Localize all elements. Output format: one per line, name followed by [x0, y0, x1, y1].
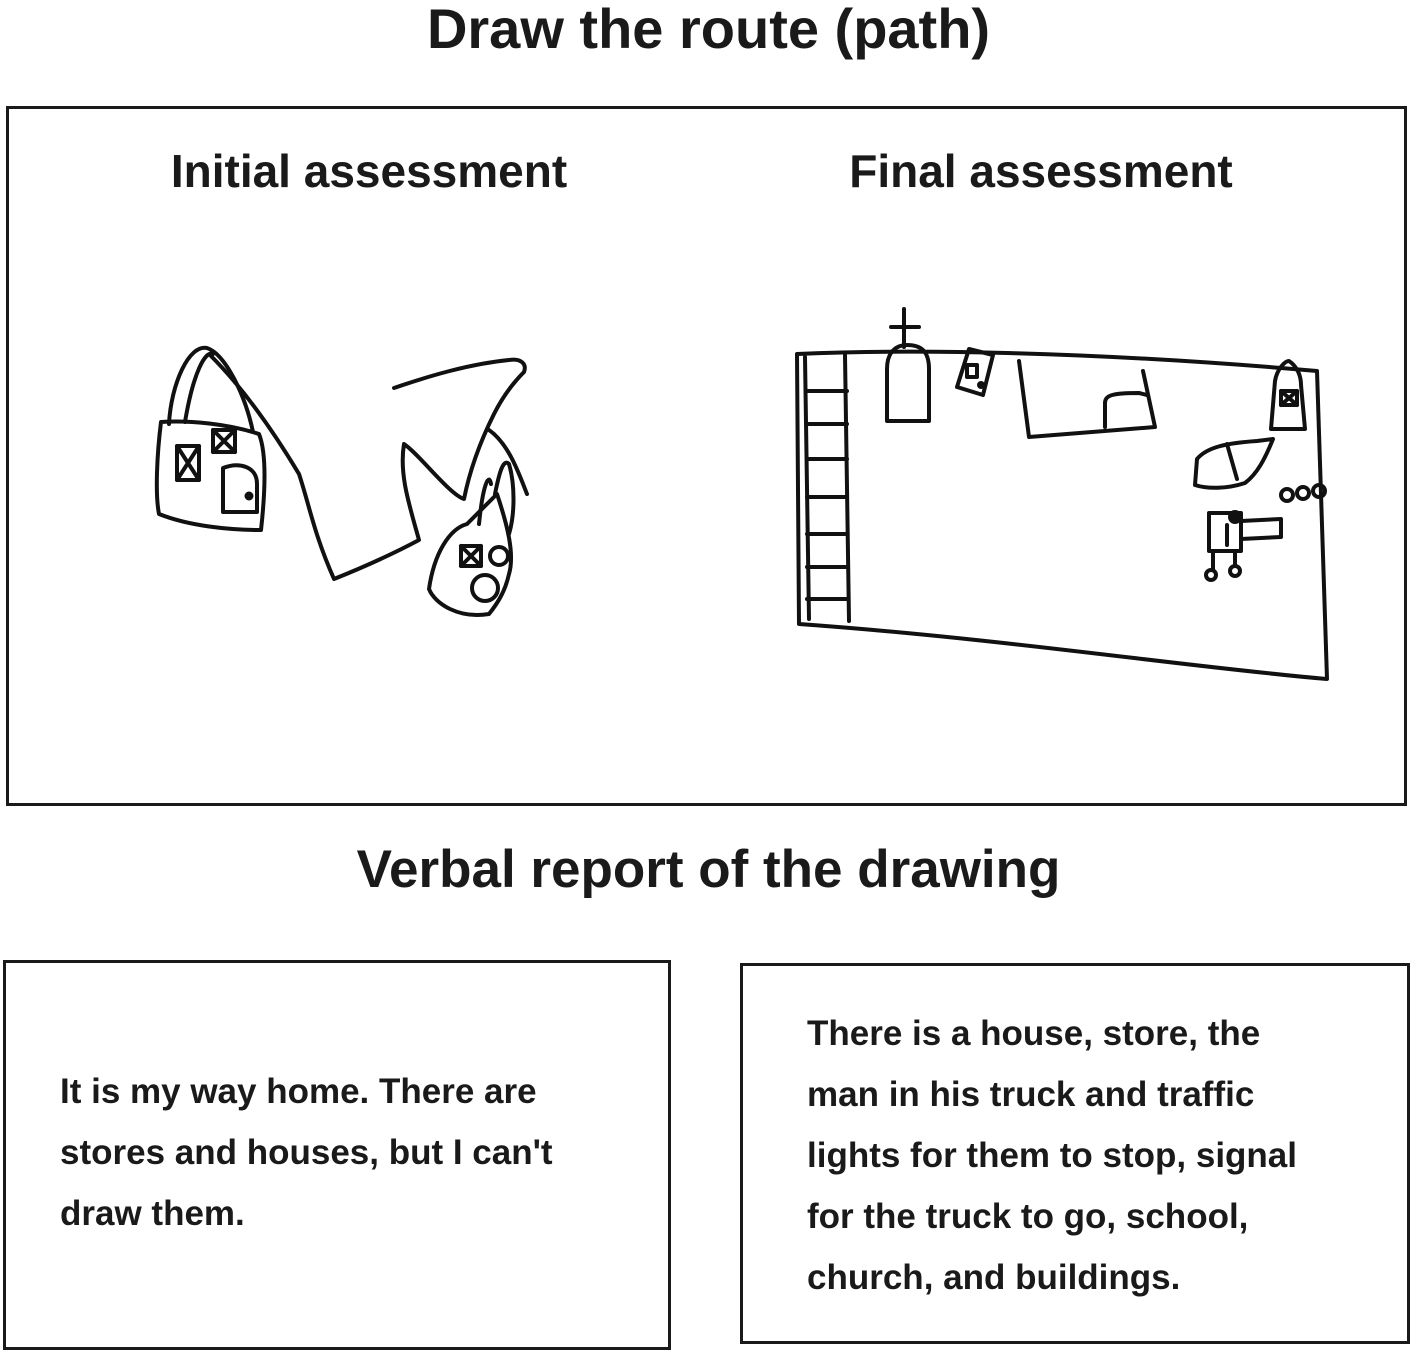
verbal-report-title: Verbal report of the drawing [356, 840, 1061, 899]
final-report-box [740, 963, 1410, 1344]
drawing-frame [6, 106, 1407, 806]
final-route-drawing [787, 299, 1347, 689]
initial-report-text: It is my way home. There are stores and houses, but I can't draw them. [60, 1072, 553, 1233]
initial-report-box [3, 960, 671, 1350]
final-report-text: There is a house, store, the man in his truck and traffic lights for them to stop, signal for the truck to go, school, church, and buildings. [807, 1014, 1297, 1297]
final-assessment-heading: Final assessment [849, 145, 1233, 197]
figure-title: Draw the route (path) [426, 0, 991, 60]
initial-route-drawing [149, 334, 589, 654]
initial-assessment-heading: Initial assessment [170, 145, 568, 197]
